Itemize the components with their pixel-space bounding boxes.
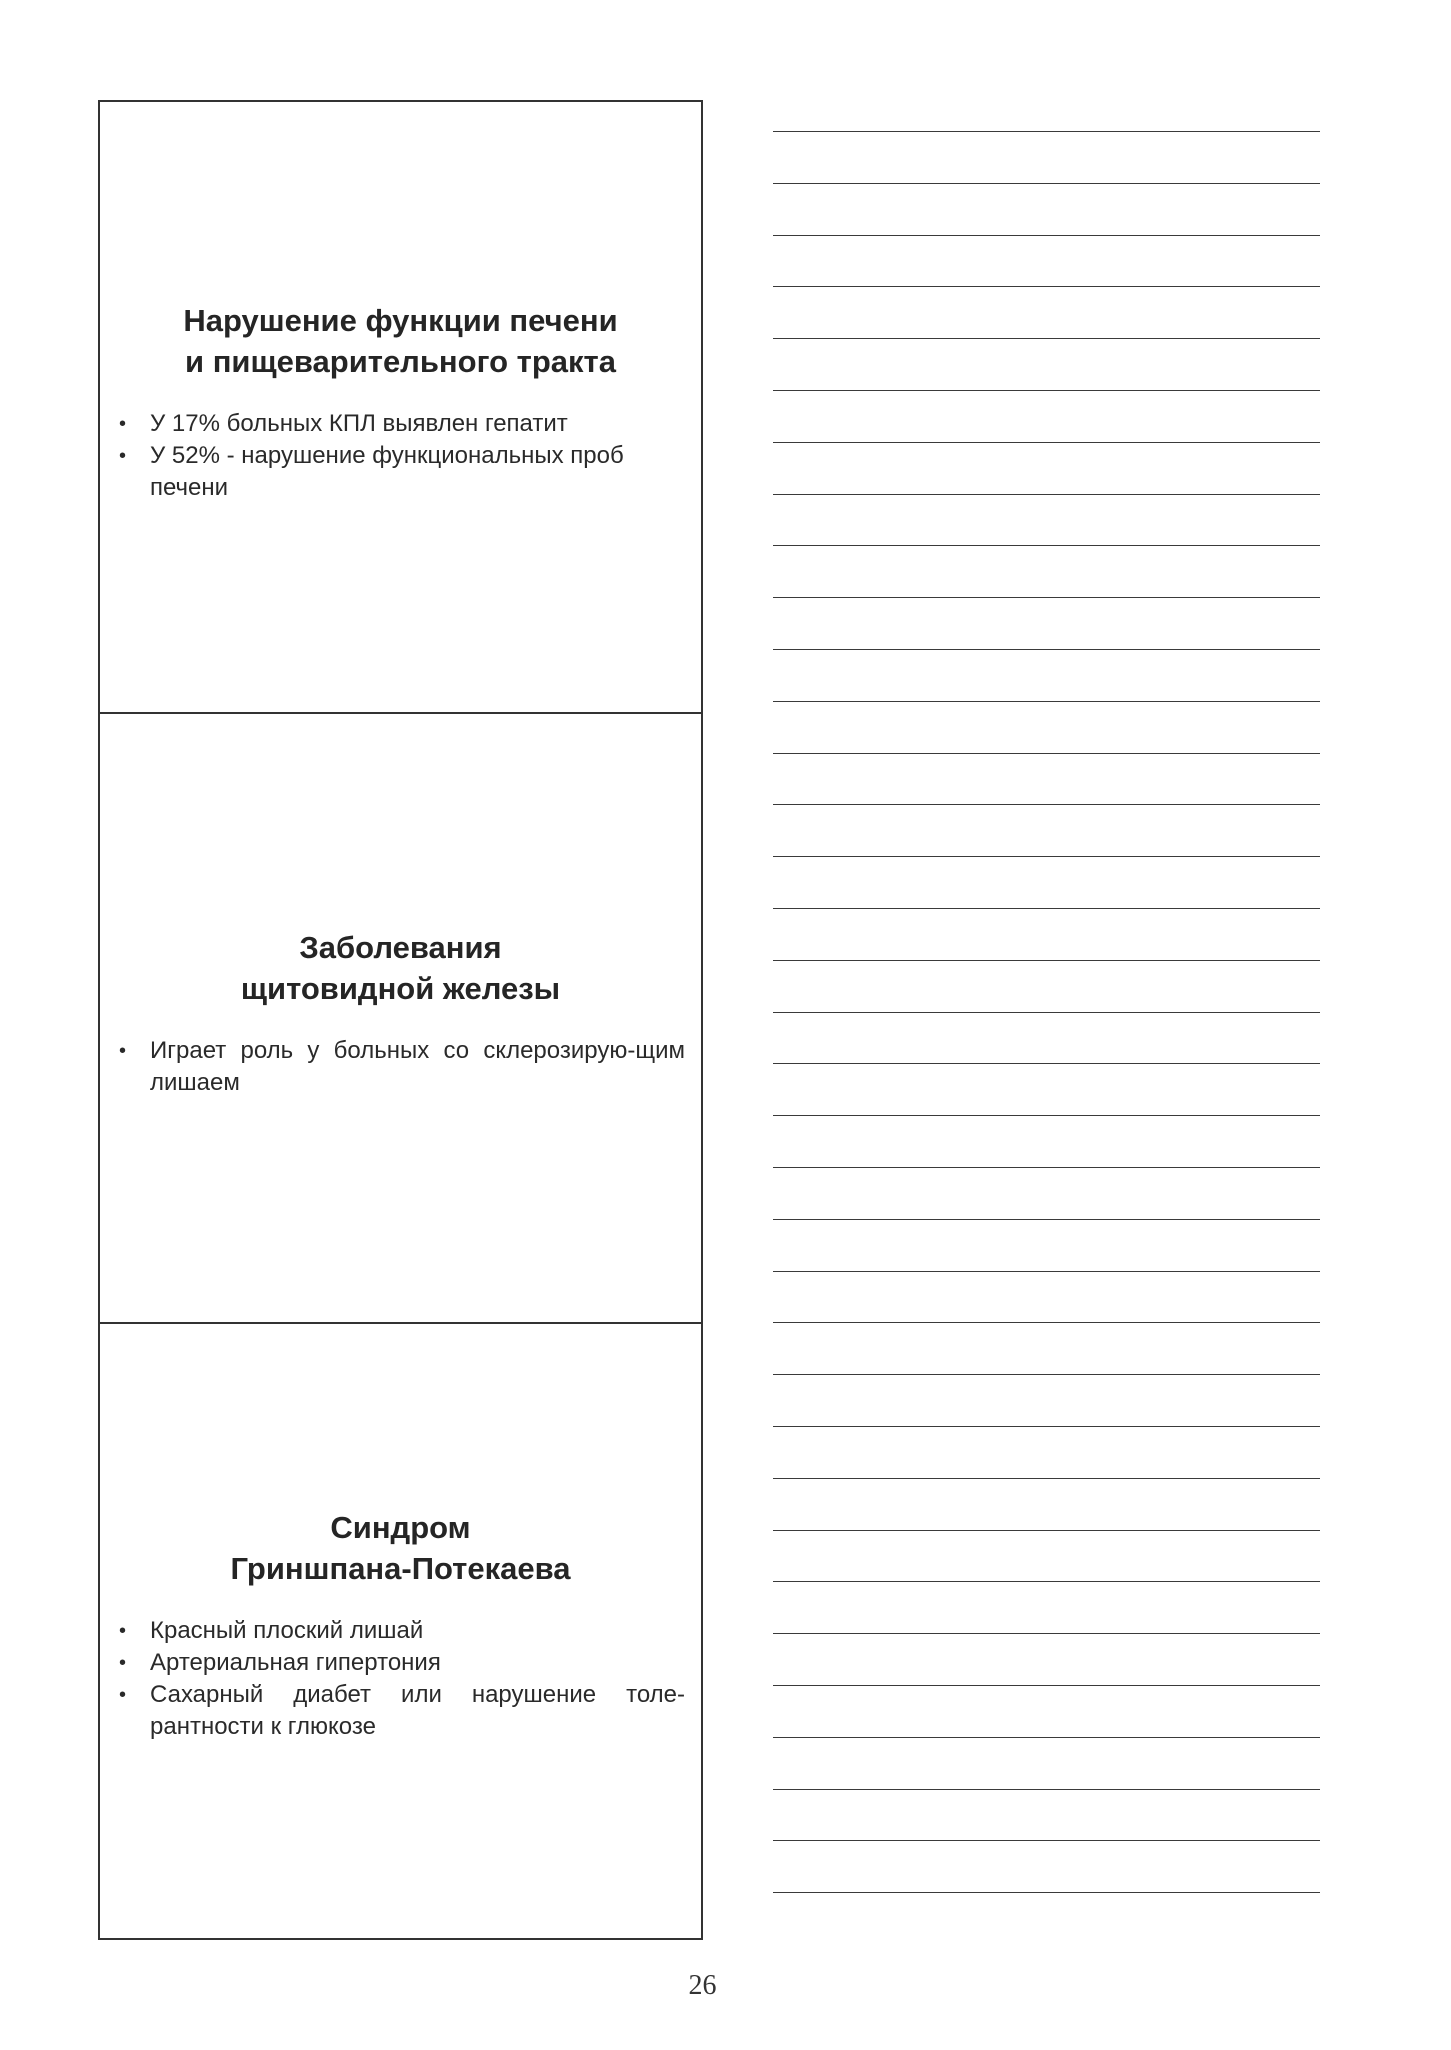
note-line bbox=[773, 1426, 1320, 1427]
note-line bbox=[773, 131, 1320, 132]
page-number: 26 bbox=[688, 1970, 717, 2001]
note-line bbox=[773, 1478, 1320, 1479]
bullet-icon: • bbox=[119, 1684, 127, 1706]
note-line bbox=[773, 1012, 1320, 1013]
note-line bbox=[773, 338, 1320, 339]
bullet-icon: • bbox=[119, 1620, 127, 1642]
note-line bbox=[773, 1219, 1320, 1220]
note-line bbox=[773, 390, 1320, 391]
note-line bbox=[773, 545, 1320, 546]
note-line bbox=[773, 804, 1320, 805]
list-item: • Сахарный диабет или нарушение толе-рантности к глюкозе bbox=[119, 1681, 685, 1740]
slide-title: Заболевания щитовидной железы bbox=[240, 930, 561, 1006]
note-line bbox=[773, 1892, 1320, 1893]
note-line bbox=[773, 494, 1320, 495]
bullet-icon: • bbox=[119, 413, 127, 435]
bullet-icon: • bbox=[119, 1652, 127, 1674]
list-item: • Артериальная гипертония bbox=[150, 1647, 685, 1679]
note-line bbox=[773, 1063, 1320, 1064]
notes-lines bbox=[773, 131, 1320, 1944]
slide-liver bbox=[100, 102, 701, 712]
note-line bbox=[773, 286, 1320, 287]
note-line bbox=[773, 960, 1320, 961]
slide-title: Синдром Гриншпана-Потекаева bbox=[230, 1510, 571, 1586]
note-line bbox=[773, 856, 1320, 857]
note-line bbox=[773, 908, 1320, 909]
bullet-icon: • bbox=[119, 1040, 127, 1062]
note-line bbox=[773, 701, 1320, 702]
note-line bbox=[773, 1115, 1320, 1116]
note-line bbox=[773, 1685, 1320, 1686]
note-line bbox=[773, 1530, 1320, 1531]
note-line bbox=[773, 1789, 1320, 1790]
note-line bbox=[773, 1271, 1320, 1272]
note-line bbox=[773, 753, 1320, 754]
bullet-list bbox=[119, 1615, 685, 1743]
note-line bbox=[773, 442, 1320, 443]
list-item: • Красный плоский лишай bbox=[150, 1615, 685, 1647]
slide-thyroid bbox=[100, 712, 701, 1322]
slides-column bbox=[98, 100, 703, 1940]
list-item: • Играет роль у больных со склерозирую-щим лишаем bbox=[119, 1037, 685, 1096]
slide-title: Нарушение функции печени и пищеварительного тракта bbox=[183, 303, 618, 379]
bullet-list bbox=[119, 1035, 685, 1099]
list-item: • У 17% больных КПЛ выявлен гепатит bbox=[150, 408, 685, 440]
note-line bbox=[773, 235, 1320, 236]
list-item: • У 52% - нарушение функциональных проб печени bbox=[119, 442, 624, 501]
note-line bbox=[773, 1167, 1320, 1168]
bullet-list bbox=[119, 408, 685, 504]
note-line bbox=[773, 1633, 1320, 1634]
note-line bbox=[773, 649, 1320, 650]
slide-syndrome bbox=[100, 1322, 701, 1938]
note-line bbox=[773, 183, 1320, 184]
note-line bbox=[773, 1581, 1320, 1582]
note-line bbox=[773, 1374, 1320, 1375]
note-line bbox=[773, 1322, 1320, 1323]
note-line bbox=[773, 1840, 1320, 1841]
note-line bbox=[773, 1737, 1320, 1738]
note-line bbox=[773, 597, 1320, 598]
bullet-icon: • bbox=[119, 445, 127, 467]
